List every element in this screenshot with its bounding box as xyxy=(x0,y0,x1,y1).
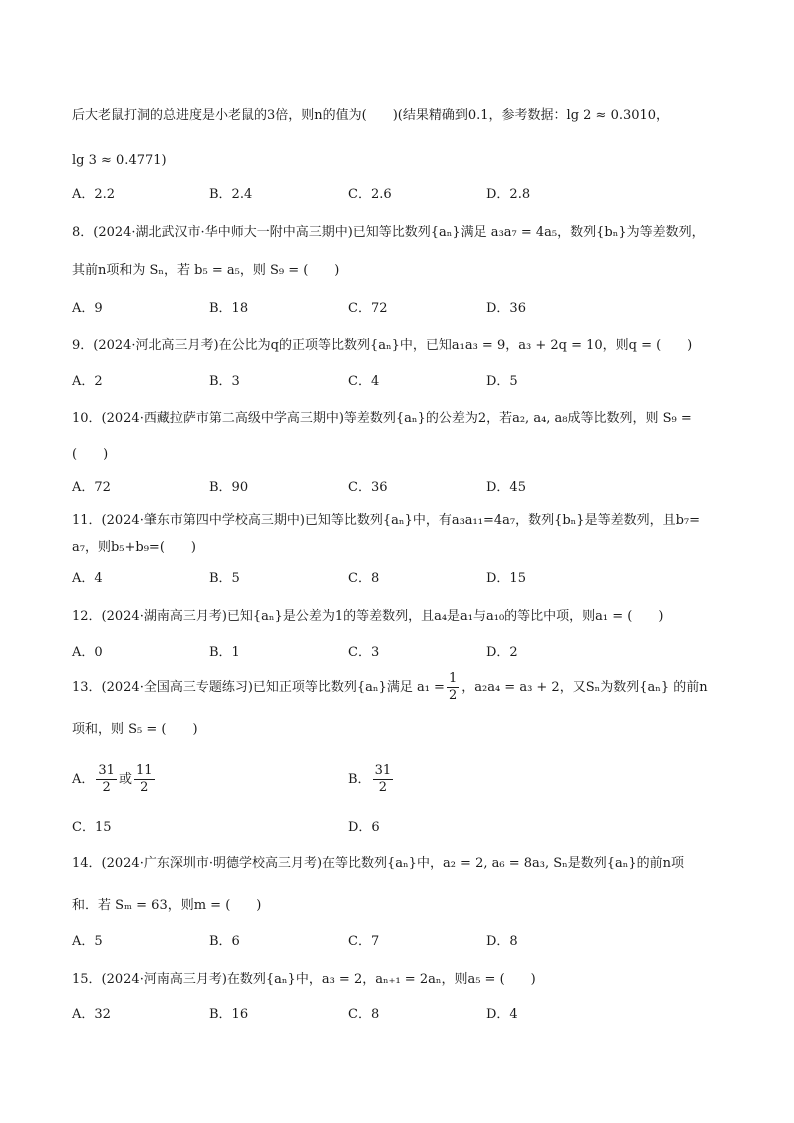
q12-option-b[interactable]: B．1 xyxy=(209,645,240,660)
q13-text-line2: 项和，则 S₅ = ( ) xyxy=(72,722,198,737)
q8-option-d[interactable]: D．36 xyxy=(486,301,526,316)
q13-text-post: ，a₂a₄ = a₃ + 2，又Sₙ为数列{aₙ} 的前n xyxy=(461,680,708,695)
q11-text-line2: a₇，则b₅+b₉=( ) xyxy=(72,540,196,555)
q10-option-b[interactable]: B．90 xyxy=(209,480,249,495)
q13-option-a-label: A． xyxy=(72,772,95,787)
q9-text-line1: 9．(2024·河北高三月考)在公比为q的正项等比数列{aₙ}中，已知a₁a₃ = 9，a₃ + 2q = 10，则q = ( ) xyxy=(72,338,693,353)
q7-option-d[interactable]: D．2.8 xyxy=(486,187,531,202)
q13-option-c[interactable]: C．15 xyxy=(72,820,112,835)
q13-option-a-or: 或 xyxy=(118,772,132,787)
q11-text-line1: 11．(2024·肇东市第四中学校高三期中)已知等比数列{aₙ}中，有a₃a₁₁=4a₇，数列{bₙ}是等差数列，且b₇= xyxy=(72,513,700,528)
q14-option-d[interactable]: D．8 xyxy=(486,934,518,949)
q10-text-line1: 10．(2024·西藏拉萨市第二高级中学高三期中)等差数列{aₙ}的公差为2，若a₂, a₄, a₈成等比数列，则 S₉ = xyxy=(72,411,692,426)
q12-option-c[interactable]: C．3 xyxy=(348,645,380,660)
q14-option-b[interactable]: B．6 xyxy=(209,934,240,949)
q13-option-b-frac-num: 31 xyxy=(374,763,392,778)
q7-option-c[interactable]: C．2.6 xyxy=(348,187,392,202)
q11-option-a[interactable]: A．4 xyxy=(72,571,103,586)
q13-option-a-frac2-den: 2 xyxy=(140,780,149,795)
q11-option-c[interactable]: C．8 xyxy=(348,571,380,586)
q15-option-c[interactable]: C．8 xyxy=(348,1007,380,1022)
q10-option-a[interactable]: A．72 xyxy=(72,480,111,495)
q14-text-line1: 14．(2024·广东深圳市·明德学校高三月考)在等比数列{aₙ}中，a₂ = 2, a₆ = 8a₃, Sₙ是数列{aₙ}的前n项 xyxy=(72,856,685,871)
q15-option-b[interactable]: B．16 xyxy=(209,1007,249,1022)
q7-text-line1: 后大老鼠打洞的总进度是小老鼠的3倍，则n的值为( )(结果精确到0.1，参考数据：lg 2 ≈ 0.3010， xyxy=(72,108,670,123)
q10-option-d[interactable]: D．45 xyxy=(486,480,526,495)
q8-text-line2: 其前n项和为 Sₙ，若 b₅ = a₅，则 S₉ = ( ) xyxy=(72,263,340,278)
q13-option-a-frac1-den: 2 xyxy=(102,780,111,795)
q11-option-b[interactable]: B．5 xyxy=(209,571,240,586)
q13-option-a-frac2-num: 11 xyxy=(135,763,153,778)
q13-option-b-frac xyxy=(373,763,394,796)
q13-text-pre: 13．(2024·全国高三专题练习)已知正项等比数列{aₙ}满足 a₁ = xyxy=(72,680,445,695)
q13-option-a[interactable] xyxy=(72,762,157,798)
q7-text-line2: lg 3 ≈ 0.4771) xyxy=(72,153,167,168)
q9-option-d[interactable]: D．5 xyxy=(486,374,518,389)
q13-frac-num: 1 xyxy=(448,671,458,686)
q13-option-b[interactable] xyxy=(348,762,395,798)
q15-option-a[interactable]: A．32 xyxy=(72,1007,111,1022)
q13-fraction xyxy=(447,671,459,704)
q8-option-c[interactable]: C．72 xyxy=(348,301,388,316)
q12-option-d[interactable]: D．2 xyxy=(486,645,518,660)
q9-option-c[interactable]: C．4 xyxy=(348,374,380,389)
q11-option-d[interactable]: D．15 xyxy=(486,571,526,586)
q10-text-line2: ( ) xyxy=(72,447,109,462)
q13-option-a-frac1-num: 31 xyxy=(98,763,115,778)
q13-option-b-label: B． xyxy=(348,772,371,787)
q13-option-a-frac2 xyxy=(134,763,155,796)
q13-option-b-frac-den: 2 xyxy=(378,780,387,795)
q14-text-line2: 和．若 Sₘ = 63，则m = ( ) xyxy=(72,898,262,913)
q8-option-b[interactable]: B．18 xyxy=(209,301,249,316)
q13-option-d[interactable]: D．6 xyxy=(348,820,380,835)
q9-option-a[interactable]: A．2 xyxy=(72,374,103,389)
q15-text-line1: 15．(2024·河南高三月考)在数列{aₙ}中，a₃ = 2，aₙ₊₁ = 2aₙ，则a₅ = ( ) xyxy=(72,972,536,987)
q10-option-c[interactable]: C．36 xyxy=(348,480,388,495)
q14-option-c[interactable]: C．7 xyxy=(348,934,380,949)
q13-frac-den: 2 xyxy=(448,688,458,703)
q15-option-d[interactable]: D．4 xyxy=(486,1007,518,1022)
q7-option-b[interactable]: B．2.4 xyxy=(209,187,253,202)
q14-option-a[interactable]: A．5 xyxy=(72,934,103,949)
q8-option-a[interactable]: A．9 xyxy=(72,301,103,316)
q9-option-b[interactable]: B．3 xyxy=(209,374,240,389)
q12-text-line1: 12．(2024·湖南高三月考)已知{aₙ}是公差为1的等差数列，且a₄是a₁与a₁₀的等比中项，则a₁ = ( ) xyxy=(72,609,664,624)
q12-option-a[interactable]: A．0 xyxy=(72,645,103,660)
q8-text-line1: 8．(2024·湖北武汉市·华中师大一附中高三期中)已知等比数列{aₙ}满足 a₃a₇ = 4a₅，数列{bₙ}为等差数列， xyxy=(72,225,705,240)
q13-text-line1 xyxy=(72,670,708,706)
q13-option-a-frac1 xyxy=(96,763,117,796)
q7-option-a[interactable]: A．2.2 xyxy=(72,187,116,202)
